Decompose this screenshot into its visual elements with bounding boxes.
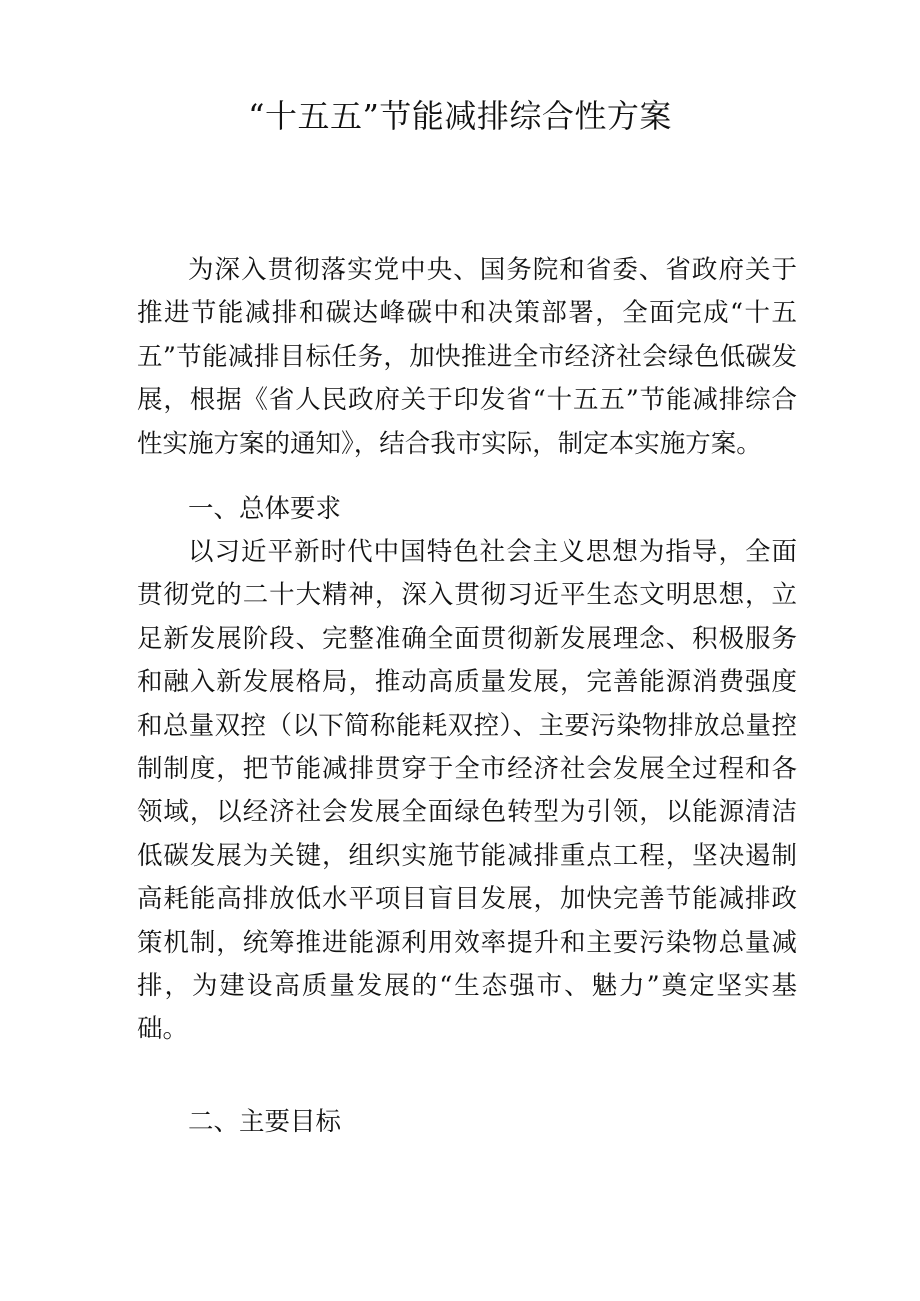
general-requirements-paragraph: 以习近平新时代中国特色社会主义思想为指导，全面贯彻党的二十大精神，深入贯彻习近平生态文明思想，立足新发展阶段、完整准确全面贯彻新发展理念、积极服务和融入新发展格局，推动高质量发展，完善能源消费强度和总量双控（以下简称能耗双控）、主要污染物排放总量控制制度，把节能减排贯穿于全市经济社会发展全过程和各领域，以经济社会发展全面绿色转型为引领，以能源清洁低碳发展为关键，组织实施节能减排重点工程，坚决遏制高耗能高排放低水平项目盲目发展，加快完善节能减排政策机制，统筹推进能源利用效率提升和主要污染物总量减排，为建设高质量发展的“生态强市、魅力”奠定坚实基础。 xyxy=(137,537,797,1045)
document-title: “十五五”节能减排综合性方案 xyxy=(248,97,672,135)
intro-paragraph: 为深入贯彻落实党中央、国务院和省委、省政府关于推进节能减排和碳达峰碳中和决策部署，全面完成“十五五”节能减排目标任务，加快推进全市经济社会绿色低碳发展，根据《省人民政府关于印发省“十五五”节能减排综合性实施方案的通知》，结合我市实际，制定本实施方案。 xyxy=(137,255,797,459)
section-heading-main-goals: 二、主要目标 xyxy=(188,1107,342,1137)
section-heading-general-requirements: 一、总体要求 xyxy=(188,494,342,524)
